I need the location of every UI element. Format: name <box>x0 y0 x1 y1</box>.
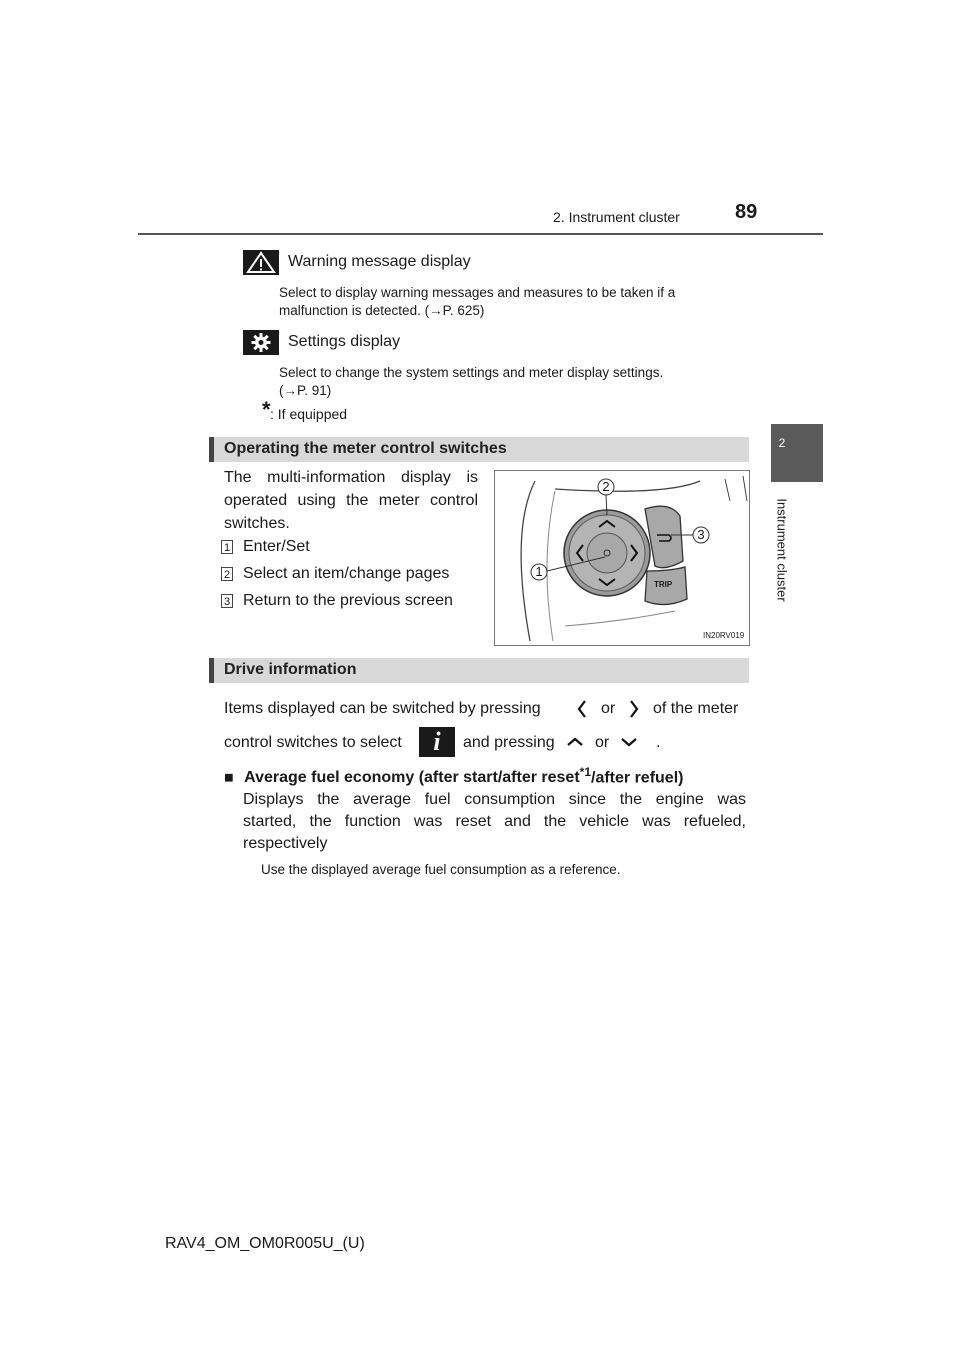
callout-number: 3 <box>221 594 233 608</box>
fuel-para-line-2: started, the function was reset and the vehicle was refueled, <box>243 813 746 830</box>
subheading-average-fuel-economy: ■ Average fuel economy (after start/after reset$^{*1}$/after refuel) <box>224 765 684 787</box>
drive-info-line2-end: . <box>656 734 661 751</box>
chevron-up-icon <box>564 735 586 754</box>
chapter-tab-label: Instrument cluster <box>774 498 790 602</box>
warning-message-display-title: Warning message display <box>288 253 471 270</box>
illustration-code: IN20RV019 <box>703 631 745 640</box>
warning-triangle-icon <box>243 250 279 275</box>
intro-line-1: The multi-information display is <box>224 469 478 486</box>
section-heading-meter-control: Operating the meter control switches <box>209 437 749 462</box>
chapter-tab <box>771 424 823 482</box>
settings-description-2: (→P. 91) <box>279 383 332 398</box>
info-icon: i <box>419 727 455 757</box>
running-header-section: 2. Instrument cluster <box>553 209 680 225</box>
drive-info-line1-or: or <box>601 700 616 717</box>
intro-line-2: operated using the meter control <box>224 492 478 509</box>
header-rule <box>138 233 823 235</box>
warning-message-description-1: Select to display warning messages and measures to be taken if a <box>279 285 676 300</box>
chevron-right-icon <box>627 698 641 725</box>
callout-2: 2 <box>602 479 610 494</box>
page-number: 89 <box>735 201 758 223</box>
warning-message-description-2: malfunction is detected. (→P. 625) <box>279 303 485 318</box>
drive-info-line1-b: of the meter <box>653 700 739 717</box>
list-item-return: Return to the previous screen <box>243 592 453 609</box>
intro-line-3: switches. <box>224 515 290 532</box>
section-heading-drive-information: Drive information <box>209 658 749 683</box>
settings-display-title: Settings display <box>288 333 401 350</box>
callout-1: 1 <box>535 564 543 579</box>
footnote-text: : If equipped <box>270 406 348 422</box>
bullet-square: ■ <box>224 769 234 787</box>
callout-3: 3 <box>697 527 705 542</box>
drive-info-line2-or: or <box>595 734 610 751</box>
chevron-left-icon <box>575 698 589 725</box>
list-item-select-item: Select an item/change pages <box>243 565 450 582</box>
list-item-enter-set: Enter/Set <box>243 538 310 555</box>
drive-info-line1-a: Items displayed can be switched by pressing <box>224 700 541 717</box>
fuel-note: Use the displayed average fuel consumption as a reference. <box>261 862 621 877</box>
callout-number: 2 <box>221 567 233 581</box>
callout-number: 1 <box>221 540 233 554</box>
trip-button-label: TRIP <box>654 580 673 589</box>
gear-icon <box>243 330 279 355</box>
fuel-para-line-3: respectively <box>243 835 328 852</box>
drive-info-line2-a: control switches to select <box>224 734 402 751</box>
chevron-down-icon <box>618 735 640 754</box>
meter-control-switch-illustration <box>494 470 750 646</box>
fuel-para-line-1: Displays the average fuel consumption since the engine was <box>243 791 746 808</box>
chapter-tab-number: 2 <box>778 436 786 450</box>
settings-description-1: Select to change the system settings and meter display settings. <box>279 365 664 380</box>
footnote-mark: * <box>262 397 271 422</box>
document-code: RAV4_OM_OM0R005U_(U) <box>165 1235 365 1252</box>
drive-info-line2-b: and pressing <box>463 734 555 751</box>
